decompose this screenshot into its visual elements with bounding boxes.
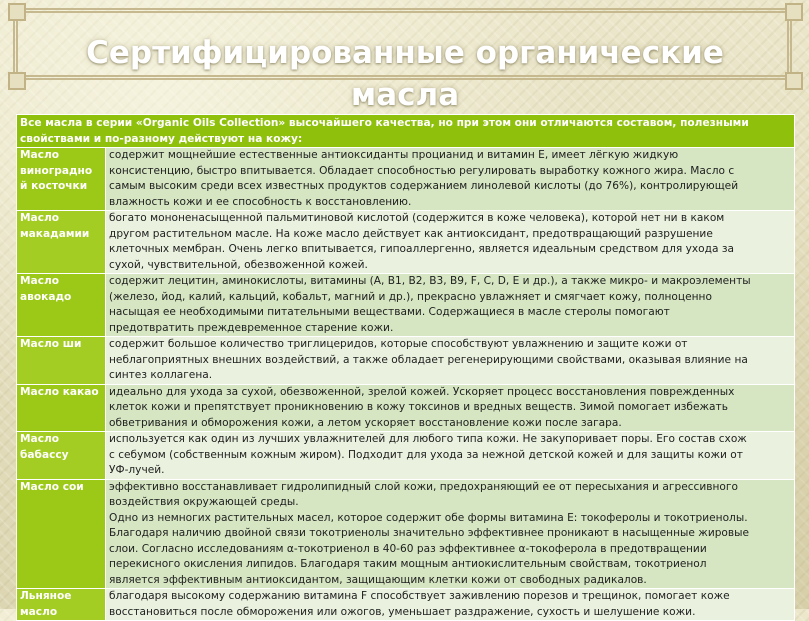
oil-row xyxy=(17,211,795,274)
oil-row xyxy=(17,148,795,211)
oil-name-line: масло xyxy=(20,605,58,618)
oil-row xyxy=(17,337,795,385)
oil-description-line: перекисного окисления липидов. Благодаря таким мощным антиокислительным свойствам, токотриенол xyxy=(109,558,707,570)
oil-description-line: с себумом (собственным кожным жиром). Подходит для ухода за нежной детской кожей и для защиты кожи от xyxy=(109,448,743,461)
frame-corner-ornament xyxy=(8,72,26,90)
oil-description-line: слои. Согласно исследованиям α-токотриенол в 40-60 раз эффективнее α-токоферола в предотвращении xyxy=(109,542,707,555)
oil-description-line: используется как один из лучших увлажнителей для любого типа кожи. Не закупоривает поры. Его состав схож xyxy=(109,433,747,445)
oil-description-line: синтез коллагена. xyxy=(109,369,213,381)
oil-description-line: является эффективным антиоксидантом, защищающим клетки кожи от свободных радикалов. xyxy=(109,573,647,586)
oil-description-line: (железо, йод, калий, кальций, кобальт, магний и др.), прекрасно увлажняет и смягчает кожу, полноценно xyxy=(109,290,712,303)
oil-description-line: клеток кожи и препятствует проникновению в кожу токсинов и вредных веществ. Зимой помогает избежать xyxy=(109,401,728,413)
oil-name-line: Масло xyxy=(20,212,60,224)
oil-description-line: содержит мощнейшие естественные антиоксиданты процианид и витамин Е, имеет лёгкую жидкую xyxy=(109,149,679,161)
oil-description-line: предотвратить преждевременное старение кожи. xyxy=(109,321,394,334)
oil-name-line: Масло xyxy=(20,275,60,287)
frame-corner-ornament xyxy=(785,3,803,21)
oil-name-line: Масло какао xyxy=(20,385,99,398)
oil-description-line: УФ-лучей. xyxy=(109,464,165,476)
oil-description-line: сухой, чувствительной, обезвоженной кожей. xyxy=(109,258,368,271)
oil-description-line: консистенцию, быстро впитывается. Обладает способностью регулировать выработку кожного жира. Масло с xyxy=(109,164,735,177)
oil-name-line: Масло сои xyxy=(20,480,84,493)
intro-row xyxy=(17,115,795,148)
oil-description xyxy=(106,274,795,337)
oil-description-line: идеально для ухода за сухой, обезвоженной, зрелой кожей. Ускоряет процесс восстановления поврежденных xyxy=(109,385,735,398)
oil-row xyxy=(17,479,795,589)
oil-name-line: Масло xyxy=(20,433,60,445)
oil-name-line: Льняное xyxy=(20,590,72,602)
oil-name-line: виноградно xyxy=(20,164,93,177)
oils-table xyxy=(16,114,795,621)
oil-name-line: бабассу xyxy=(20,448,69,461)
oil-name xyxy=(17,479,106,589)
oil-description-line: насыщая ее необходимыми питательными веществами. Содержащиеся в масле стеролы помогают xyxy=(109,306,670,318)
oil-description xyxy=(106,432,795,480)
oil-name xyxy=(17,211,106,274)
frame-corner-ornament xyxy=(785,72,803,90)
oil-name-line: й косточки xyxy=(20,180,88,192)
oil-description-line: другом растительном масле. На коже масло действует как антиоксидант, предотвращающий разрушение xyxy=(109,227,713,240)
oil-description-line: богато мононенасыщенной пальмитиновой кислотой (содержится в коже человека), которой нет ни в каком xyxy=(109,212,725,224)
oil-name-line: макадамии xyxy=(20,227,90,240)
oil-row xyxy=(17,384,795,432)
intro-text: Все масла в серии «Organic Oils Collection» высочайшего качества, но при этом они отличаются составом, полезными свойствами и по-разному действуют на кожу: xyxy=(17,115,795,148)
oil-description xyxy=(106,148,795,211)
oil-row xyxy=(17,589,795,621)
oil-description xyxy=(106,384,795,432)
oil-description-line: содержит большое количество триглицеридов, которые способствуют увлажнению и защите кожи от xyxy=(109,338,688,350)
oil-description-line: содержит лецитин, аминокислоты, витамины (A, B1, B2, B3, B9, F, C, D, E и др.), а также микро- и макроэлементы xyxy=(109,275,751,287)
oil-description-line: влажность кожи и ее способность к восстановлению. xyxy=(109,195,412,208)
oil-name xyxy=(17,432,106,480)
oil-description-line: Благодаря наличию двойной связи токотриенолы значительно эффективнее проникают в насыщенные жировые xyxy=(109,527,750,539)
oils-table-body xyxy=(17,115,795,621)
oil-description xyxy=(106,211,795,274)
oil-row xyxy=(17,432,795,480)
oil-name-line: Масло ши xyxy=(20,338,82,350)
oil-description xyxy=(106,337,795,385)
page-title: Сертифицированные органические масла xyxy=(86,35,724,113)
oil-name xyxy=(17,148,106,211)
oil-description-line: Одно из немногих растительных масел, которое содержит обе формы витамина Е: токоферолы и токотриенолы. xyxy=(109,511,748,524)
oil-description-line: клеточных мембран. Очень легко впитывается, гипоаллергенно, является идеальным средством для ухода за xyxy=(109,243,734,255)
oil-description-line: восстановиться после обморожения или ожогов, уменьшает раздражение, сухость и шелушение кожи. xyxy=(109,605,696,618)
oil-name xyxy=(17,337,106,385)
oil-description-line: воздействия окружающей среды. xyxy=(109,496,299,508)
oil-name-line: Масло xyxy=(20,149,60,161)
oil-description-line: самым высоким среди всех известных продуктов содержанием линолевой кислоты (до 76%), контролирующей xyxy=(109,180,739,192)
oil-description xyxy=(106,479,795,589)
oil-description-line: благодаря высокому содержанию витамина F способствует заживлению порезов и трещинок, помогает коже xyxy=(109,590,730,602)
oil-description-line: неблагоприятных внешних воздействий, а также обладает регенерирующими свойствами, оказывая влияние на xyxy=(109,353,748,366)
oil-name xyxy=(17,274,106,337)
oil-description xyxy=(106,589,795,621)
oil-name-line: авокадо xyxy=(20,290,72,303)
frame-corner-ornament xyxy=(8,3,26,21)
oil-name xyxy=(17,384,106,432)
oil-row xyxy=(17,274,795,337)
oil-name xyxy=(17,589,106,621)
oil-description-line: обветривания и обморожения кожи, а летом ускоряет восстановление кожи после загара. xyxy=(109,416,622,429)
oil-description-line: эффективно восстанавливает гидролипидный слой кожи, предохраняющий ее от пересыхания и агрессивного xyxy=(109,480,738,493)
